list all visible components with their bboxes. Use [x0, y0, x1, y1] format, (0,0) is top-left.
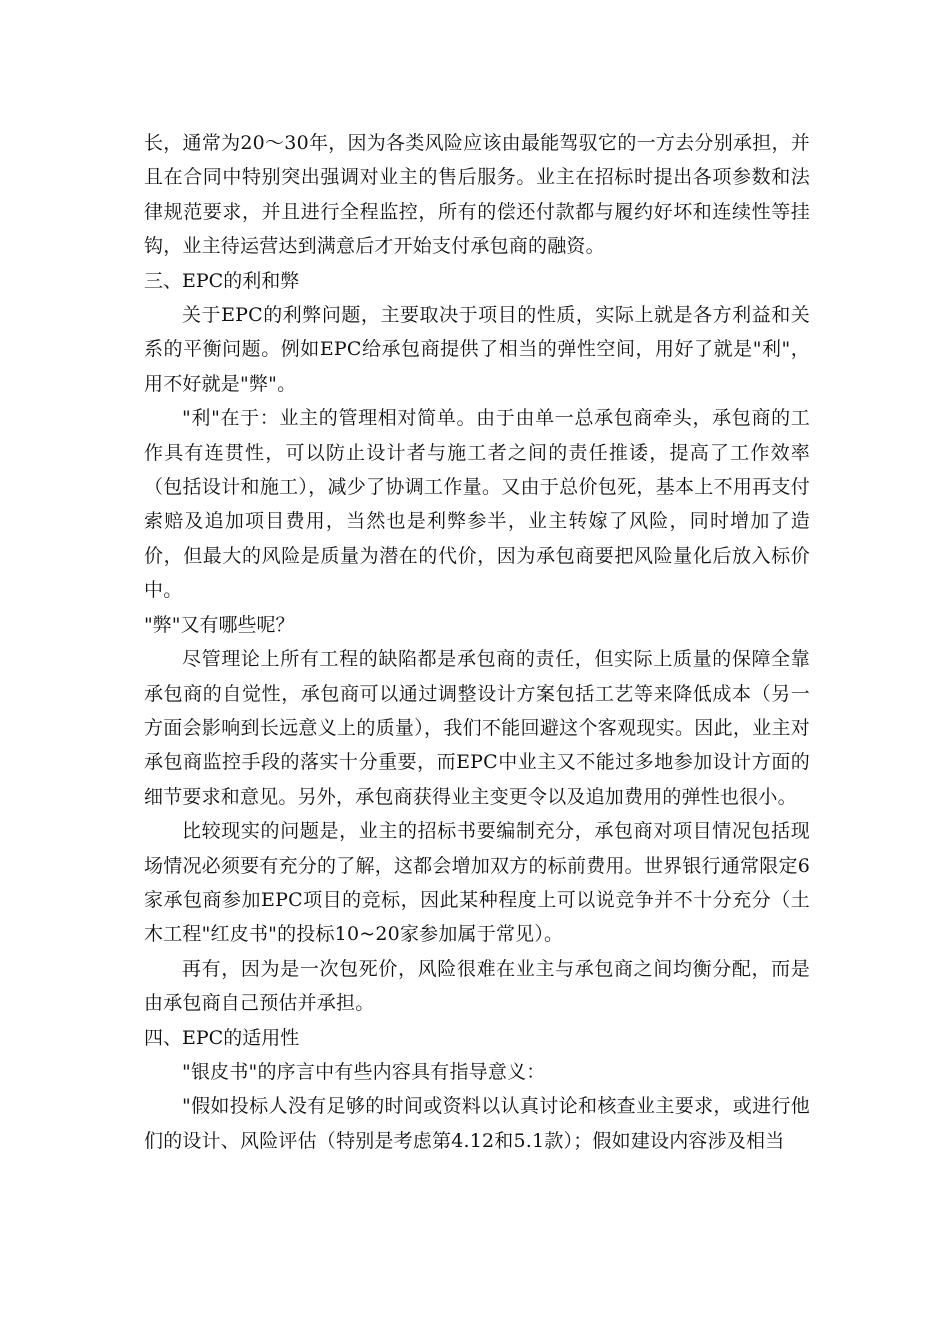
paragraph-1: 长，通常为20～30年，因为各类风险应该由最能驾驭它的一方去分别承担，并且在合同中特别突出强调对业主的售后服务。业主在招标时提出各项参数和法律规范要求，并且进行全程监控，所有的偿还付款都与履约好坏和连续性等挂钩，业主待运营达到满意后才开始支付承包商的融资。: [144, 132, 810, 258]
paragraph-4: 尽管理论上所有工程的缺陷都是承包商的责任，但实际上质量的保障全靠承包商的自觉性，承包商可以通过调整设计方案包括工艺等来降低成本（另一方面会影响到长远意义上的质量），我们不能回避这个客观现实。因此，业主对承包商监控手段的落实十分重要，而EPC中业主又不能过多地参加设计方面的细节要求和意见。另外，承包商获得业主变更令以及追加费用的弹性也很小。: [144, 648, 810, 808]
paragraph-6: 再有，因为是一次包死价，风险很难在业主与承包商之间均衡分配，而是由承包商自己预估并承担。: [144, 957, 810, 1015]
document-page: [144, 126, 810, 1158]
section-heading-4: 四、EPC的适用性: [144, 1026, 300, 1049]
subheading-disadvantages: "弊"又有哪些呢？: [144, 613, 295, 636]
paragraph-2: 关于EPC的利弊问题，主要取决于项目的性质，实际上就是各方利益和关系的平衡问题。例如EPC给承包商提供了相当的弹性空间，用好了就是"利"，用不好就是"弊"。: [144, 304, 810, 395]
paragraph-5: 比较现实的问题是，业主的招标书要编制充分，承包商对项目情况包括现场情况必须要有充分的了解，这都会增加双方的标前费用。世界银行通常限定6家承包商参加EPC项目的竞标，因此某种程度上可以说竞争并不十分充分（土木工程"红皮书"的投标10~20家参加属于常见）。: [144, 820, 810, 946]
paragraph-7: "银皮书"的序言中有些内容具有指导意义：: [182, 1060, 546, 1083]
section-heading-3: 三、EPC的利和弊: [144, 269, 300, 292]
paragraph-8: "假如投标人没有足够的时间或资料以认真讨论和核查业主要求，或进行他们的设计、风险评估（特别是考虑第4.12和5.1款）；假如建设内容涉及相当: [144, 1095, 810, 1152]
paragraph-3: "利"在于：业主的管理相对简单。由于由单一总承包商牵头，承包商的工作具有连贯性，可以防止设计者与施工者之间的责任推诿，提高了工作效率（包括设计和施工），减少了协调工作量。又由于总价包死，基本上不用再支付索赔及追加项目费用，当然也是利弊参半，业主转嫁了风险，同时增加了造价，但最大的风险是质量为潜在的代价，因为承包商要把风险量化后放入标价中。: [144, 407, 810, 602]
